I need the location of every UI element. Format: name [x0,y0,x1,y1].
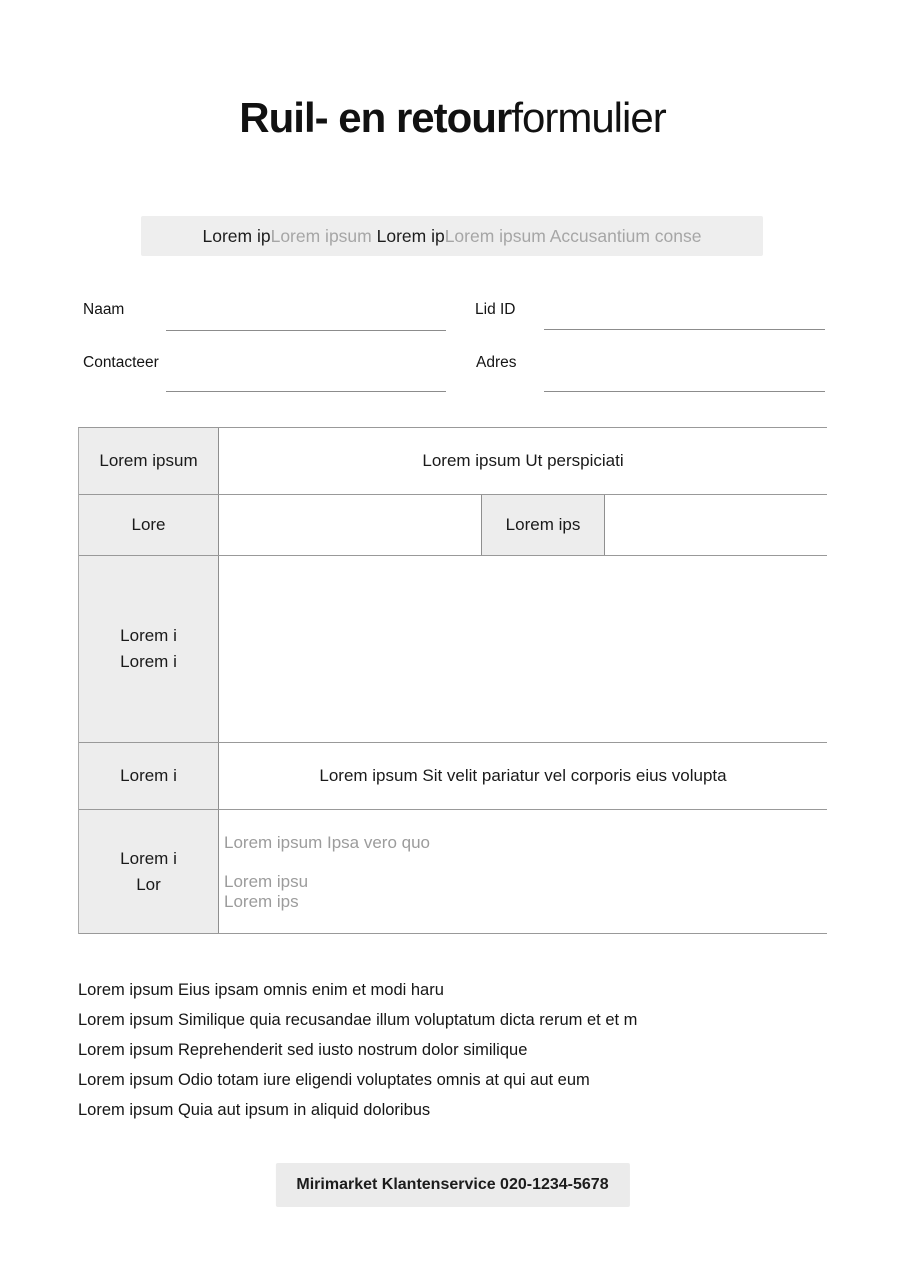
condition-item: Lorem ipsum Reprehenderit sed iusto nostrum dolor similique [78,1041,528,1059]
customer-service-text: Mirimarket Klantenservice 020-1234-5678 [296,1176,609,1193]
condition-item: Lorem ipsum Similique quia recusandae illum voluptatum dicta rerum et et m [78,1011,638,1029]
naam-input[interactable] [166,330,446,331]
conditions-list [78,975,798,1125]
row5-notes-input-area[interactable] [219,810,827,933]
return-details-table [78,427,827,934]
naam-label: Naam [83,301,125,318]
row3-header-line2: Lorem i [120,652,177,671]
row3-input-area[interactable] [219,556,827,742]
lid-id-label: Lid ID [475,301,516,318]
contacteer-label: Contacteer [83,354,159,371]
row2-mid-header-cell: Lorem ips [481,495,605,555]
row4-header-cell: Lorem i [79,743,219,809]
page-title-bold: Ruil- en retour [239,94,512,141]
condition-item: Lorem ipsum Eius ipsam omnis enim et modi haru [78,981,444,999]
banner-segment: Lorem ip [202,225,271,246]
row2-header-cell: Lore [79,495,219,555]
lid-id-input[interactable] [544,329,825,330]
row5-header-line1: Lorem i [120,848,177,868]
banner-segment: Lorem ip [376,225,445,246]
row2-input-cell-left[interactable] [219,495,481,555]
banner-segment: Lorem ipsum [270,225,377,246]
row1-value-cell[interactable]: Lorem ipsum Ut perspiciati [219,428,827,494]
row3-header-cell [79,556,219,742]
contacteer-input[interactable] [166,391,446,392]
banner-segment: Lorem ipsum Accusantium conse [444,225,702,246]
table-row [79,428,827,495]
row5-placeholder-line2: Lorem ipsu [224,872,309,891]
page-title [0,94,905,142]
row5-placeholder-line1: Lorem ipsum Ipsa vero quo [224,833,430,852]
table-row [79,743,827,810]
table-row [79,495,827,556]
table-row [79,556,827,743]
adres-label: Adres [476,354,517,371]
row5-header-cell [79,810,219,933]
row5-placeholder-line3: Lorem ips [224,892,299,911]
customer-service-badge [275,1163,629,1207]
page-title-light: formulier [511,94,666,141]
intro-banner [141,216,763,256]
row1-header-cell: Lorem ipsum [79,428,219,494]
row2-input-cell-right[interactable] [605,495,827,555]
condition-item: Lorem ipsum Odio totam iure eligendi voluptates omnis at qui aut eum [78,1071,590,1089]
row5-header-line2: Lor [136,874,161,894]
row4-value-cell[interactable]: Lorem ipsum Sit velit pariatur vel corporis eius volupta [219,743,827,809]
condition-item: Lorem ipsum Quia aut ipsum in aliquid doloribus [78,1101,431,1119]
table-row [79,810,827,934]
row3-header-line1: Lorem i [120,626,177,645]
adres-input[interactable] [544,391,825,392]
